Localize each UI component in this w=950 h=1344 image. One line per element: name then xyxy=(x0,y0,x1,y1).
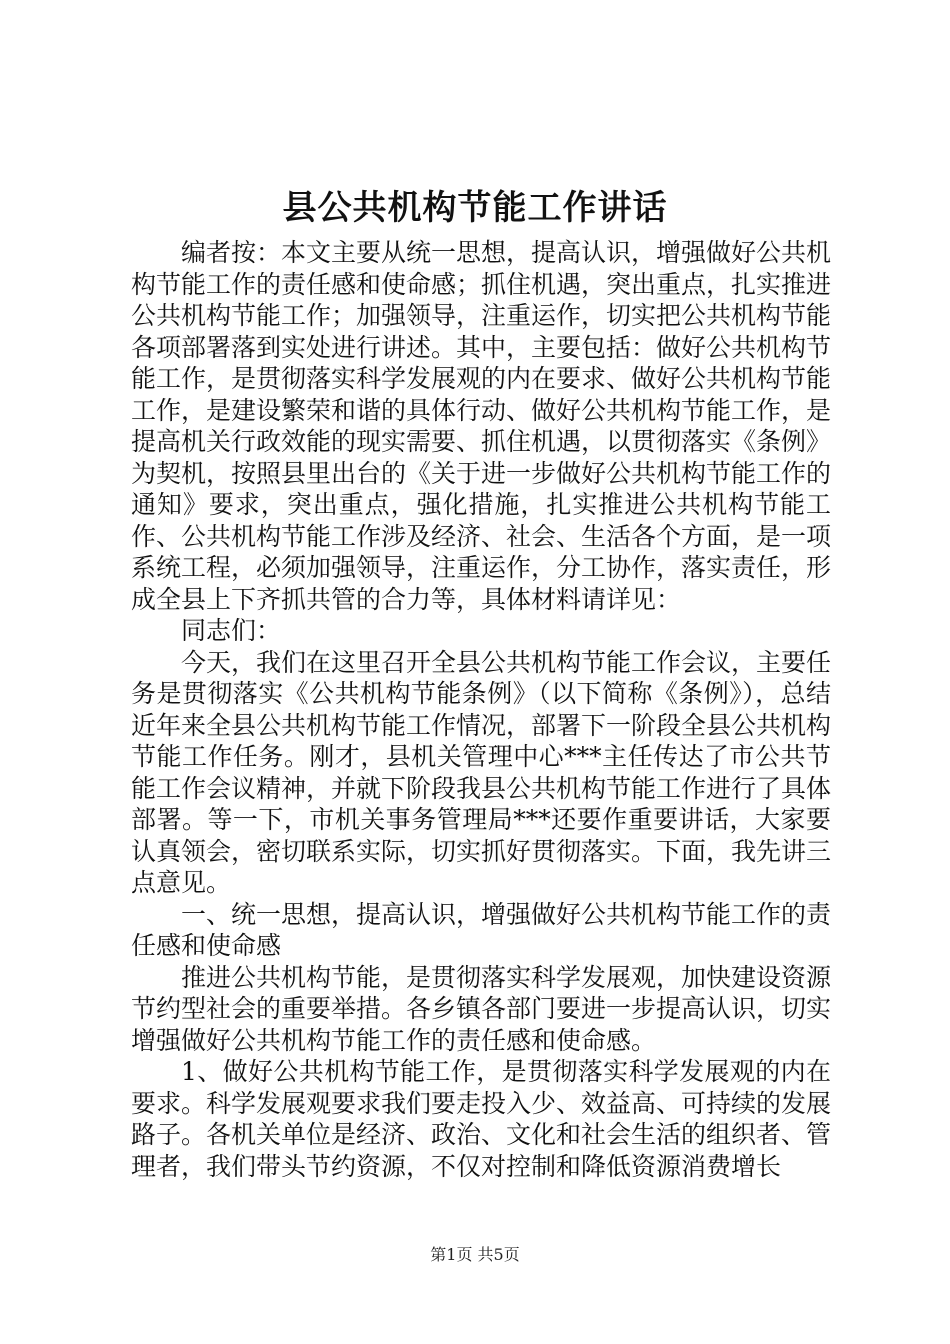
page-footer: 第1页 共5页 xyxy=(430,1245,520,1264)
section-intro-paragraph: 推进公共机构节能，是贯彻落实科学发展观，加快建设资源节约型社会的重要举措。各乡镇各部门要进一步提高认识，切实增强做好公共机构节能工作的责任感和使命感。 xyxy=(131,962,832,1055)
point-1-paragraph: 1、做好公共机构节能工作，是贯彻落实科学发展观的内在要求。科学发展观要求我们要走投入少、效益高、可持续的发展路子。各机关单位是经济、政治、文化和社会生活的组织者、管理者，我们带头节约资源，不仅对控制和降低资源消费增长 xyxy=(131,1057,832,1181)
document-title: 县公共机构节能工作讲话 xyxy=(282,188,668,228)
editor-note-paragraph: 编者按：本文主要从统一思想，提高认识，增强做好公共机构节能工作的责任感和使命感；抓住机遇，突出重点，扎实推进公共机构节能工作；加强领导，注重运作，切实把公共机构节能各项部署落到实处进行讲述。其中，主要包括：做好公共机构节能工作，是贯彻落实科学发展观的内在要求、做好公共机构节能工作，是建设繁荣和谐的具体行动、做好公共机构节能工作，是提高机关行政效能的现实需要、抓住机遇，以贯彻落实《条例》为契机，按照县里出台的《关于进一步做好公共机构节能工作的通知》要求，突出重点，强化措施，扎实推进公共机构节能工作、公共机构节能工作涉及经济、社会、生活各个方面，是一项系统工程，必须加强领导，注重运作，分工协作，落实责任，形成全县上下齐抓共管的合力等，具体材料请详见： xyxy=(131,238,832,614)
opening-paragraph: 今天，我们在这里召开全县公共机构节能工作会议，主要任务是贯彻落实《公共机构节能条例》（以下简称《条例》），总结近年来全县公共机构节能工作情况，部署下一阶段全县公共机构节能工作任务。刚才，县机关管理中心***主任传达了市公共节能工作会议精神，并就下阶段我县公共机构节能工作进行了具体部署。等一下，市机关事务管理局***还要作重要讲话，大家要认真领会，密切联系实际，切实抓好贯彻落实。下面，我先讲三点意见。 xyxy=(131,647,832,897)
section-heading-1: 一、统一思想，提高认识，增强做好公共机构节能工作的责任感和使命感 xyxy=(131,899,832,960)
salutation-paragraph: 同志们： xyxy=(181,616,282,645)
document-body xyxy=(131,237,831,1182)
